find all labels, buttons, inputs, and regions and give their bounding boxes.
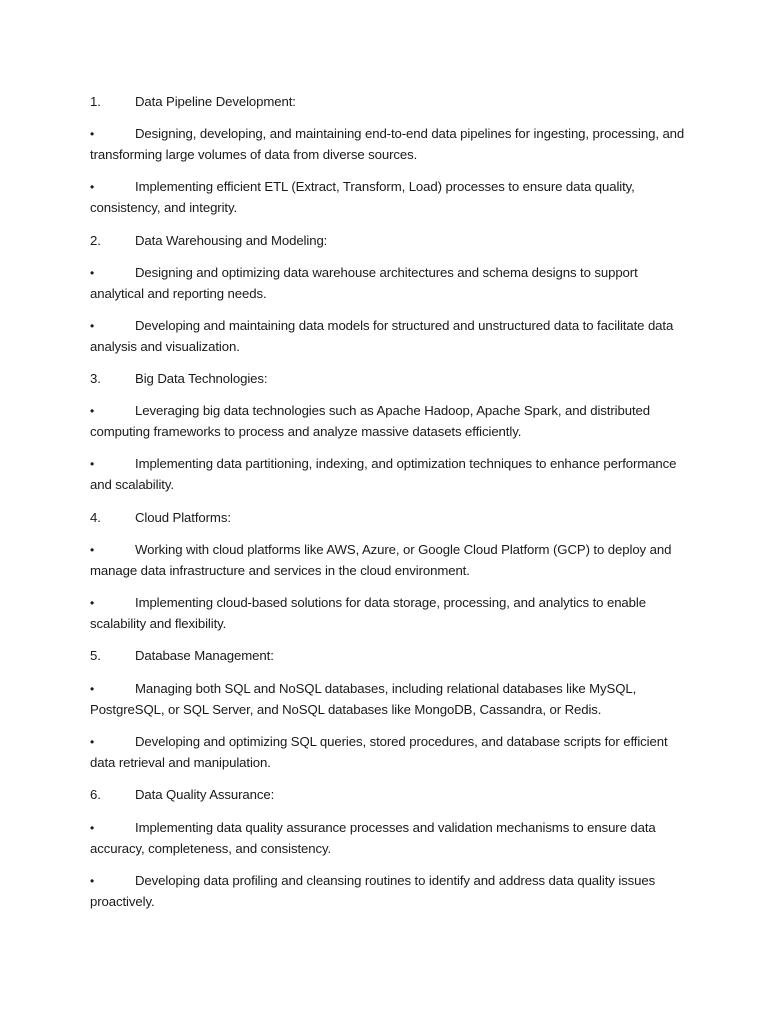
section-heading	[90, 231, 690, 252]
list-item-text: Implementing data quality assurance processes and validation mechanisms to ensure data accuracy, completeness, and consistency.	[90, 820, 656, 856]
list-item-text: Developing and optimizing SQL queries, stored procedures, and database scripts for efficient data retrieval and manipulation.	[90, 734, 668, 770]
list-item-text: Designing and optimizing data warehouse architectures and schema designs to support analytical and reporting needs.	[90, 265, 638, 301]
section-heading	[90, 646, 690, 667]
list-item-text: Designing, developing, and maintaining end-to-end data pipelines for ingesting, processing, and transforming large volumes of data from diverse sources.	[90, 126, 685, 162]
section-heading	[90, 508, 690, 529]
list-item	[90, 871, 690, 912]
list-item	[90, 454, 690, 495]
list-item	[90, 732, 690, 773]
bullet-icon: •	[90, 821, 95, 835]
list-item-text: Managing both SQL and NoSQL databases, including relational databases like MySQL, PostgreSQL, or SQL Server, and NoSQL databases like MongoDB, Cassandra, or Redis.	[90, 681, 637, 717]
list-item-text: Leveraging big data technologies such as Apache Hadoop, Apache Spark, and distributed computing frameworks to process and analyze massive datasets efficiently.	[90, 403, 650, 439]
section-number: 4.	[90, 510, 101, 525]
list-item-text: Implementing cloud-based solutions for data storage, processing, and analytics to enable scalability and flexibility.	[90, 595, 646, 631]
bullet-icon: •	[90, 180, 95, 194]
section-title: Data Warehousing and Modeling:	[135, 233, 328, 248]
section-title: Data Quality Assurance:	[135, 787, 275, 802]
section-title: Database Management:	[135, 648, 274, 663]
section-title: Data Pipeline Development:	[135, 94, 296, 109]
section-number: 6.	[90, 787, 101, 802]
bullet-icon: •	[90, 319, 95, 333]
list-item-text: Implementing data partitioning, indexing, and optimization techniques to enhance performance and scalability.	[90, 456, 677, 492]
bullet-icon: •	[90, 735, 95, 749]
section-number: 2.	[90, 233, 101, 248]
list-item	[90, 593, 690, 634]
bullet-icon: •	[90, 874, 95, 888]
section-heading	[90, 785, 690, 806]
list-item	[90, 540, 690, 581]
list-item-text: Developing and maintaining data models for structured and unstructured data to facilitate data analysis and visualization.	[90, 318, 674, 354]
section-title: Cloud Platforms:	[135, 510, 231, 525]
section-heading	[90, 369, 690, 390]
section-title: Big Data Technologies:	[135, 371, 268, 386]
bullet-icon: •	[90, 543, 95, 557]
bullet-icon: •	[90, 266, 95, 280]
bullet-icon: •	[90, 596, 95, 610]
section-number: 1.	[90, 94, 101, 109]
section-number: 5.	[90, 648, 101, 663]
list-item	[90, 818, 690, 859]
section-heading	[90, 92, 690, 113]
list-item-text: Developing data profiling and cleansing routines to identify and address data quality issues proactively.	[90, 873, 656, 909]
list-item	[90, 316, 690, 357]
list-item	[90, 401, 690, 442]
list-item	[90, 124, 690, 165]
list-item	[90, 263, 690, 304]
list-item-text: Working with cloud platforms like AWS, Azure, or Google Cloud Platform (GCP) to deploy and manage data infrastructure and services in the cloud environment.	[90, 542, 672, 578]
list-item	[90, 679, 690, 720]
bullet-icon: •	[90, 404, 95, 418]
bullet-icon: •	[90, 457, 95, 471]
list-item	[90, 177, 690, 218]
section-number: 3.	[90, 371, 101, 386]
bullet-icon: •	[90, 682, 95, 696]
list-item-text: Implementing efficient ETL (Extract, Transform, Load) processes to ensure data quality, consistency, and integrity.	[90, 179, 635, 215]
bullet-icon: •	[90, 127, 95, 141]
